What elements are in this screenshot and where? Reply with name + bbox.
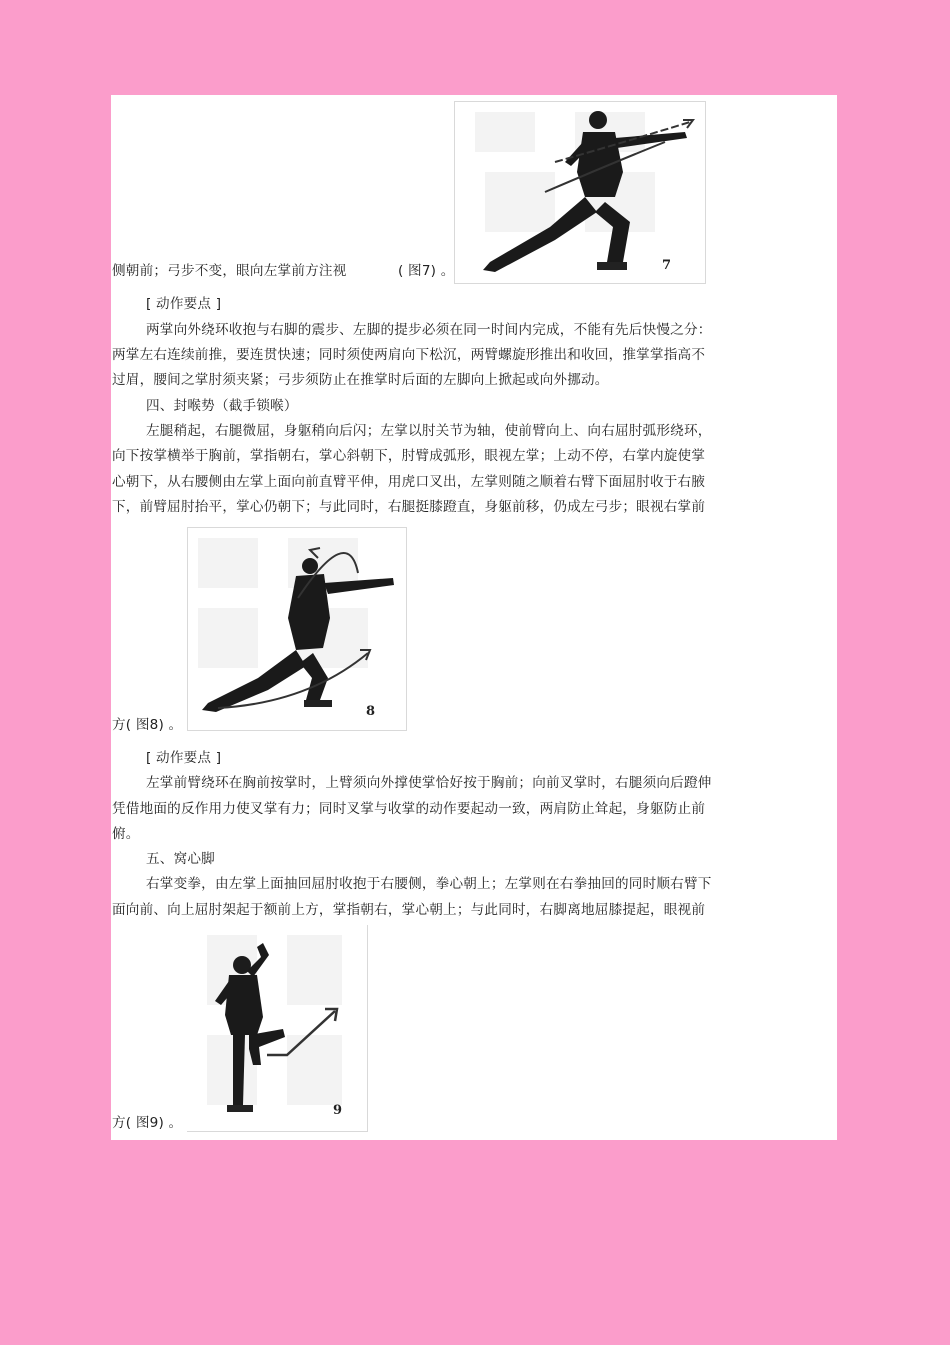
section-heading-5: 五、窝心脚 (146, 851, 215, 867)
text-line-7: 左腿稍起，右腿微屈，身躯稍向后闪；左掌以肘关节为轴，使前臂向上、向右屈肘弧形绕环， (146, 423, 712, 439)
figure-9-illustration (187, 925, 367, 1131)
text-line-5: 过眉，腰间之掌肘须夹紧；弓步须防止在推掌时后面的左脚向上掀起或向外挪动。 (112, 372, 609, 388)
section-heading-key-points: [ 动作要点 ] (146, 296, 222, 312)
figure-9-number: 9 (333, 1103, 343, 1118)
figure-7-photo (454, 101, 706, 284)
text-line-3: 两掌向外绕环收抱与右脚的震步、左脚的提步必须在同一时间内完成，不能有先后快慢之分： (146, 322, 712, 338)
text-line-13: 左掌前臂绕环在胸前按掌时，上臂须向外撑使掌恰好按于胸前；向前叉掌时，右腿须向后蹬伸 (146, 775, 712, 791)
text-line-11: 方( 图8) 。 (112, 717, 183, 733)
text-line-4: 两掌左右连续前推，要连贯快速；同时须使两肩向下松沉，两臂螺旋形推出和收回，推掌掌指高不 (112, 347, 706, 363)
text-line-1: 侧朝前；弓步不变，眼向左掌前方注视 (112, 263, 347, 279)
figure-8-photo (187, 527, 407, 731)
text-line-15: 俯。 (112, 826, 140, 842)
document-page (111, 95, 837, 1140)
section-heading-key-points-2: [ 动作要点 ] (146, 750, 222, 766)
figure-7-caption: ( 图7) 。 (398, 263, 455, 279)
figure-7-number: 7 (662, 258, 672, 273)
text-line-14: 凭借地面的反作用力使叉掌有力；同时叉掌与收掌的动作要起动一致，两肩防止耸起，身躯防止前 (112, 801, 706, 817)
figure-8-illustration (188, 528, 406, 730)
figure-8-number: 8 (366, 704, 376, 719)
figure-7-illustration (455, 102, 705, 283)
figure-9-photo (187, 925, 368, 1132)
text-line-18: 面向前、向上屈肘架起于额前上方，掌指朝右，掌心朝上；与此同时，右脚离地屈膝提起，眼视前 (112, 902, 706, 918)
text-line-10: 下，前臂屈肘抬平，掌心仍朝下；与此同时，右腿挺膝蹬直，身躯前移，仍成左弓步；眼视右掌前 (112, 499, 706, 515)
section-heading-4: 四、封喉势（截手锁喉） (146, 398, 298, 414)
text-line-9: 心朝下，从右腰侧由左掌上面向前直臂平伸，用虎口叉出，左掌则随之顺着右臂下面屈肘收于右腋 (112, 474, 706, 490)
text-line-19: 方( 图9) 。 (112, 1115, 183, 1131)
text-line-17: 右掌变拳，由左掌上面抽回屈肘收抱于右腰侧，拳心朝上；左掌则在右拳抽回的同时顺右臂下 (146, 876, 712, 892)
text-line-8: 向下按掌横举于胸前，掌指朝右，掌心斜朝下，肘臂成弧形，眼视左掌；上动不停，右掌内旋使掌 (112, 448, 706, 464)
